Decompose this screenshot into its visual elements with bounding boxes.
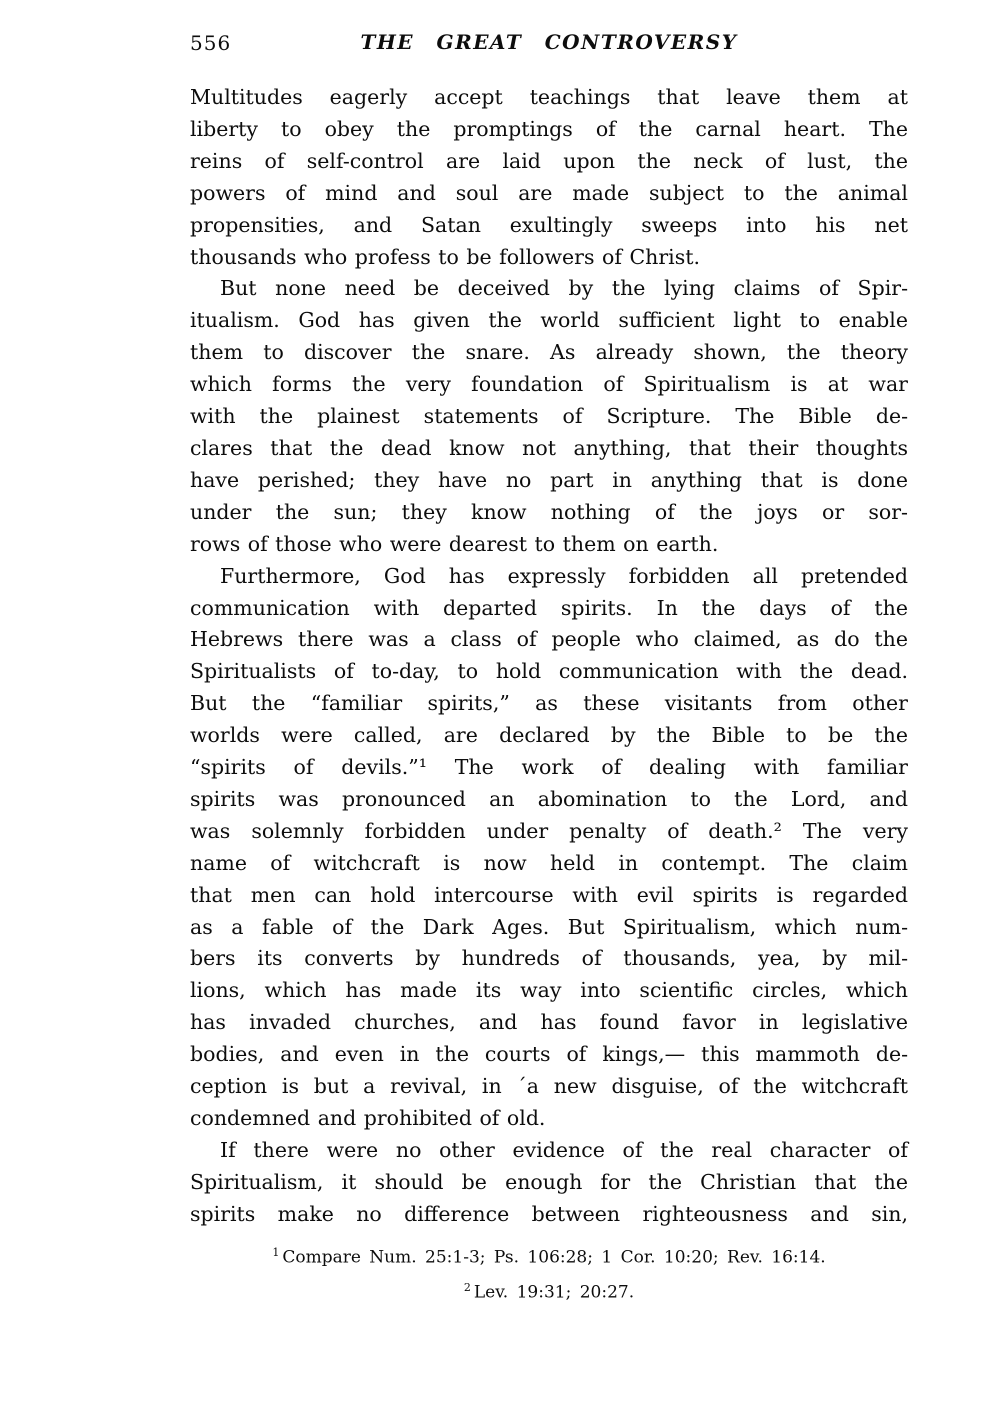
- text-line: liberty to obey the promptings of the carnal heart. The: [190, 116, 908, 141]
- text-line: reins of self-control are laid upon the neck of lust, the: [190, 148, 908, 173]
- text-line: Multitudes eagerly accept teachings that leave them at: [190, 85, 908, 109]
- footnote: [190, 1238, 908, 1273]
- text-line: But none need be deceived by the lying claims of Spir-: [220, 276, 908, 301]
- text-line: bodies, and even in the courts of kings,— this mammoth de-: [190, 1042, 908, 1067]
- text-line: which forms the very foundation of Spiritualism is at war: [190, 372, 908, 397]
- footnote-marker: 1: [272, 1246, 280, 1259]
- text-line: spirits make no difference between righteousness and sin,: [190, 1201, 908, 1226]
- text-line: If there were no other evidence of the real character of: [220, 1137, 908, 1162]
- text-line: Hebrews there was a class of people who claimed, as do the: [190, 627, 908, 652]
- footnote-marker: 2: [463, 1280, 471, 1294]
- text-line: Spiritualists of to-day, to hold communication with the dead.: [190, 659, 908, 684]
- paragraph: [190, 1135, 908, 1231]
- text-line: that men can hold intercourse with evil spirits is regarded: [190, 882, 908, 907]
- text-line: ception is but a revival, in ´a new disguise, of the witchcraft: [190, 1074, 908, 1099]
- text-line: communication with departed spirits. In the days of the: [190, 595, 908, 620]
- text-line: has invaded churches, and has found favor in legislative: [190, 1010, 908, 1035]
- running-title: THE GREAT CONTROVERSY: [360, 30, 738, 54]
- page-number: 556: [190, 31, 232, 55]
- text-line: Furthermore, God has expressly forbidden all pretended: [220, 563, 908, 588]
- text-line: name of witchcraft is now held in contempt. The claim: [190, 850, 908, 875]
- text-line: powers of mind and soul are made subject to the animal: [190, 180, 908, 205]
- footnote-text: Compare Num. 25:1-3; Ps. 106:28; 1 Cor. 10:20; Rev. 16:14.: [282, 1247, 826, 1268]
- text-line: worlds were called, are declared by the Bible to be the: [190, 723, 908, 748]
- footnotes: [190, 1238, 908, 1307]
- text-line: was solemnly forbidden under penalty of death.² The very: [190, 818, 908, 843]
- text-line: as a fable of the Dark Ages. But Spiritualism, which num-: [190, 914, 908, 939]
- paragraph: [190, 561, 908, 1135]
- text-line: clares that the dead know not anything, that their thoughts: [190, 435, 908, 460]
- body-text: [190, 82, 908, 1231]
- text-line: itualism. God has given the world sufficient light to enable: [190, 308, 908, 333]
- text-line: Spiritualism, it should be enough for the Christian that the: [190, 1169, 908, 1194]
- text-line: with the plainest statements of Scripture. The Bible de-: [190, 404, 908, 429]
- footnote: [190, 1273, 908, 1308]
- text-line: rows of those who were dearest to them on earth.: [190, 531, 719, 556]
- text-line: lions, which has made its way into scientific circles, which: [190, 978, 908, 1003]
- text-line: under the sun; they know nothing of the joys or sor-: [190, 499, 908, 524]
- text-line: propensities, and Satan exultingly sweeps into his net: [190, 212, 908, 237]
- footnote-text: Lev. 19:31; 20:27.: [473, 1282, 635, 1303]
- text-line: them to discover the snare. As already shown, the theory: [190, 340, 908, 365]
- page-header: [190, 30, 908, 60]
- paragraph: [190, 82, 908, 273]
- text-line: condemned and prohibited of old.: [190, 1106, 546, 1130]
- text-line: have perished; they have no part in anything that is done: [190, 467, 908, 492]
- text-line: thousands who profess to be followers of Christ.: [190, 244, 700, 269]
- paragraph: [190, 273, 908, 560]
- text-line: spirits was pronounced an abomination to the Lord, and: [190, 786, 908, 811]
- text-line: bers its converts by hundreds of thousands, yea, by mil-: [190, 946, 908, 971]
- text-line: “spirits of devils.”¹ The work of dealing with familiar: [190, 755, 908, 780]
- text-line: But the “familiar spirits,” as these visitants from other: [190, 691, 908, 716]
